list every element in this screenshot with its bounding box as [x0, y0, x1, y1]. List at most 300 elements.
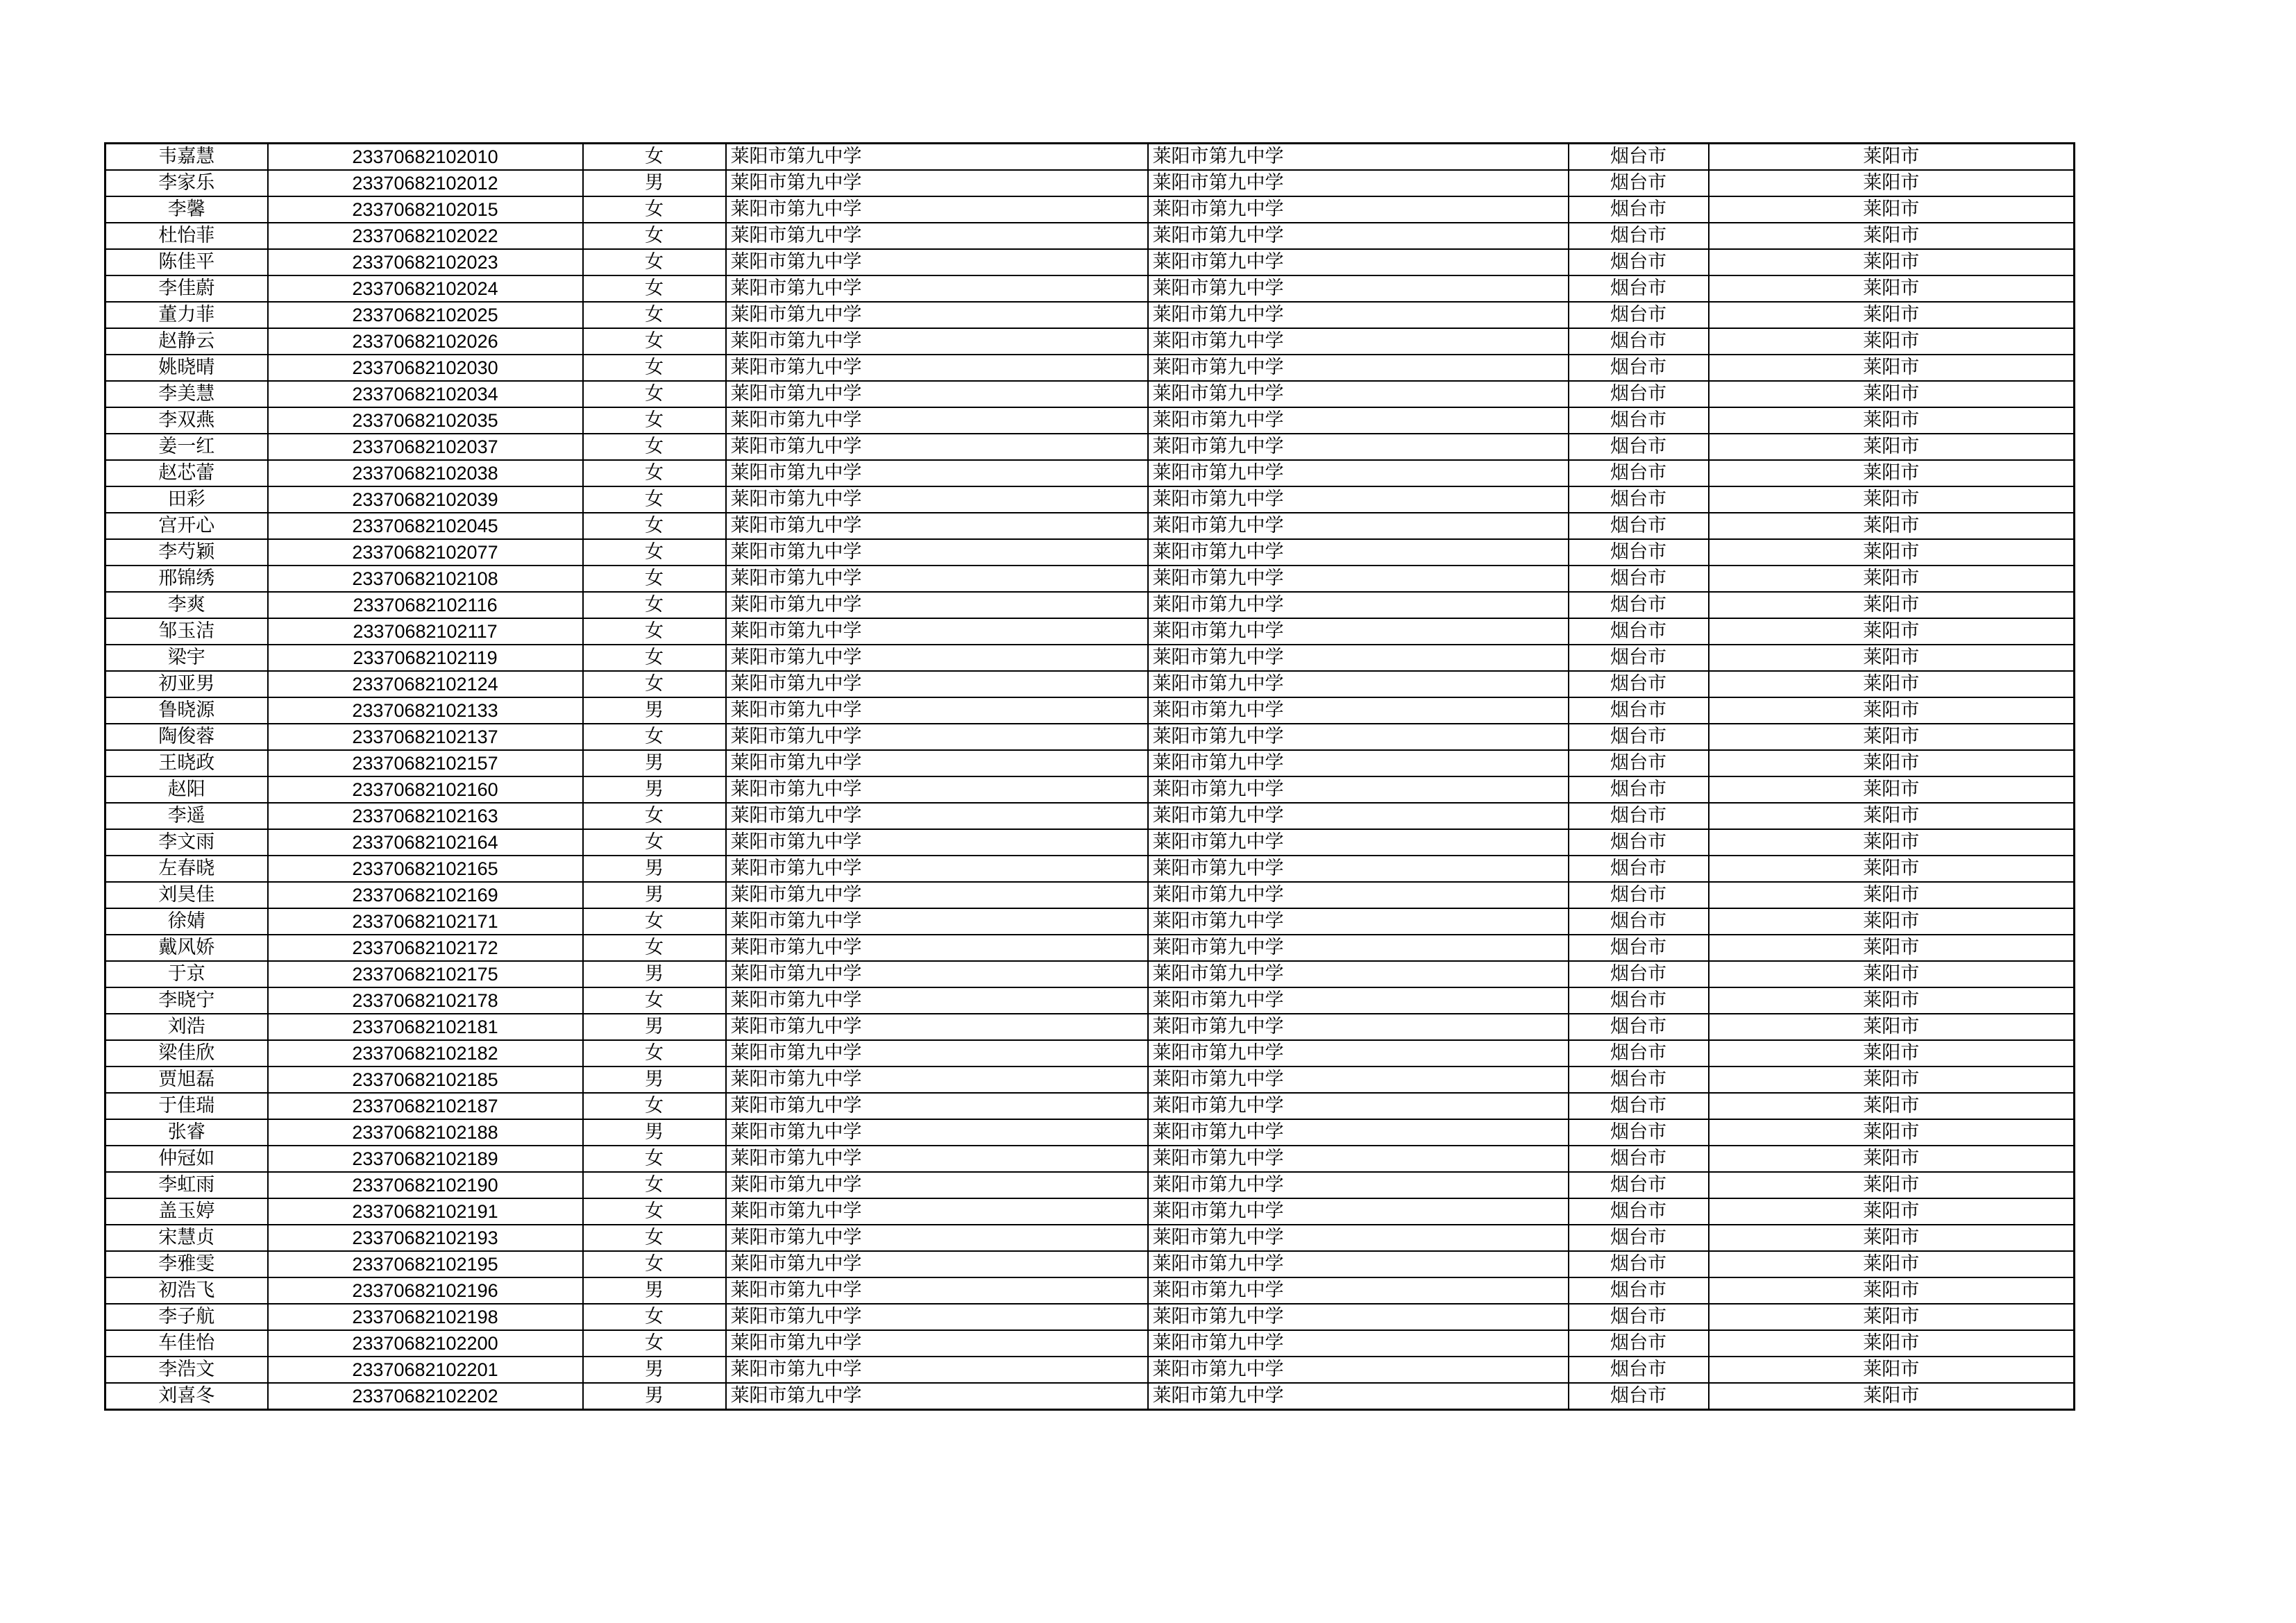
- student-name-cell: 李晓宁: [105, 987, 268, 1014]
- gender-cell: 女: [583, 935, 726, 961]
- roster-table: [104, 142, 2075, 1411]
- county-cell: 莱阳市: [1709, 381, 2075, 407]
- exam-site-cell: 莱阳市第九中学: [1148, 381, 1569, 407]
- county-cell: 莱阳市: [1709, 355, 2075, 381]
- gender-cell: 女: [583, 1146, 726, 1172]
- gender-cell: 女: [583, 671, 726, 697]
- gender-cell: 女: [583, 196, 726, 223]
- exam-site-cell: 莱阳市第九中学: [1148, 1119, 1569, 1146]
- gender-cell: 男: [583, 1357, 726, 1383]
- table-row: [105, 144, 2075, 171]
- county-cell: 莱阳市: [1709, 275, 2075, 302]
- exam-site-cell: 莱阳市第九中学: [1148, 1357, 1569, 1383]
- student-name-cell: 王晓政: [105, 750, 268, 776]
- county-cell: 莱阳市: [1709, 249, 2075, 275]
- exam-number-cell: 23370682102137: [268, 724, 583, 750]
- gender-cell: 男: [583, 1014, 726, 1040]
- gender-cell: 女: [583, 1330, 726, 1357]
- exam-number-cell: 23370682102195: [268, 1251, 583, 1277]
- table-row: [105, 223, 2075, 249]
- exam-number-cell: 23370682102196: [268, 1277, 583, 1304]
- gender-cell: 男: [583, 1067, 726, 1093]
- school-cell: 莱阳市第九中学: [726, 697, 1148, 724]
- table-row: [105, 829, 2075, 856]
- exam-site-cell: 莱阳市第九中学: [1148, 829, 1569, 856]
- school-cell: 莱阳市第九中学: [726, 618, 1148, 645]
- school-cell: 莱阳市第九中学: [726, 1251, 1148, 1277]
- school-cell: 莱阳市第九中学: [726, 355, 1148, 381]
- city-cell: 烟台市: [1569, 486, 1709, 513]
- student-name-cell: 宫开心: [105, 513, 268, 539]
- exam-site-cell: 莱阳市第九中学: [1148, 170, 1569, 196]
- exam-number-cell: 23370682102190: [268, 1172, 583, 1198]
- table-row: [105, 882, 2075, 908]
- exam-site-cell: 莱阳市第九中学: [1148, 987, 1569, 1014]
- city-cell: 烟台市: [1569, 302, 1709, 328]
- table-row: [105, 1172, 2075, 1198]
- student-name-cell: 邹玉洁: [105, 618, 268, 645]
- gender-cell: 女: [583, 355, 726, 381]
- gender-cell: 女: [583, 407, 726, 434]
- gender-cell: 女: [583, 434, 726, 460]
- gender-cell: 女: [583, 1251, 726, 1277]
- exam-number-cell: 23370682102200: [268, 1330, 583, 1357]
- city-cell: 烟台市: [1569, 987, 1709, 1014]
- exam-site-cell: 莱阳市第九中学: [1148, 750, 1569, 776]
- county-cell: 莱阳市: [1709, 935, 2075, 961]
- exam-number-cell: 23370682102038: [268, 460, 583, 486]
- student-name-cell: 李家乐: [105, 170, 268, 196]
- exam-number-cell: 23370682102045: [268, 513, 583, 539]
- school-cell: 莱阳市第九中学: [726, 829, 1148, 856]
- gender-cell: 女: [583, 1225, 726, 1251]
- gender-cell: 女: [583, 592, 726, 618]
- table-row: [105, 1198, 2075, 1225]
- gender-cell: 男: [583, 1383, 726, 1410]
- school-cell: 莱阳市第九中学: [726, 645, 1148, 671]
- exam-site-cell: 莱阳市第九中学: [1148, 407, 1569, 434]
- table-row: [105, 987, 2075, 1014]
- school-cell: 莱阳市第九中学: [726, 1119, 1148, 1146]
- school-cell: 莱阳市第九中学: [726, 1225, 1148, 1251]
- table-row: [105, 935, 2075, 961]
- gender-cell: 女: [583, 275, 726, 302]
- roster-table-body: [105, 144, 2075, 1410]
- gender-cell: 男: [583, 1277, 726, 1304]
- gender-cell: 男: [583, 856, 726, 882]
- gender-cell: 女: [583, 513, 726, 539]
- table-row: [105, 961, 2075, 987]
- table-row: [105, 1251, 2075, 1277]
- county-cell: 莱阳市: [1709, 697, 2075, 724]
- student-name-cell: 杜怡菲: [105, 223, 268, 249]
- table-row: [105, 1146, 2075, 1172]
- student-name-cell: 戴风娇: [105, 935, 268, 961]
- table-row: [105, 566, 2075, 592]
- gender-cell: 男: [583, 961, 726, 987]
- gender-cell: 女: [583, 1198, 726, 1225]
- table-row: [105, 1014, 2075, 1040]
- exam-number-cell: 23370682102175: [268, 961, 583, 987]
- exam-site-cell: 莱阳市第九中学: [1148, 328, 1569, 355]
- exam-number-cell: 23370682102035: [268, 407, 583, 434]
- table-row: [105, 1277, 2075, 1304]
- gender-cell: 女: [583, 539, 726, 566]
- exam-number-cell: 23370682102187: [268, 1093, 583, 1119]
- school-cell: 莱阳市第九中学: [726, 935, 1148, 961]
- school-cell: 莱阳市第九中学: [726, 724, 1148, 750]
- table-row: [105, 1040, 2075, 1067]
- student-name-cell: 李浩文: [105, 1357, 268, 1383]
- school-cell: 莱阳市第九中学: [726, 1014, 1148, 1040]
- gender-cell: 女: [583, 144, 726, 171]
- table-row: [105, 697, 2075, 724]
- student-name-cell: 李遥: [105, 803, 268, 829]
- table-row: [105, 592, 2075, 618]
- exam-number-cell: 23370682102010: [268, 144, 583, 171]
- county-cell: 莱阳市: [1709, 170, 2075, 196]
- city-cell: 烟台市: [1569, 908, 1709, 935]
- table-row: [105, 618, 2075, 645]
- exam-number-cell: 23370682102188: [268, 1119, 583, 1146]
- table-row: [105, 302, 2075, 328]
- school-cell: 莱阳市第九中学: [726, 1172, 1148, 1198]
- county-cell: 莱阳市: [1709, 803, 2075, 829]
- student-name-cell: 刘浩: [105, 1014, 268, 1040]
- school-cell: 莱阳市第九中学: [726, 381, 1148, 407]
- table-row: [105, 1383, 2075, 1410]
- student-name-cell: 韦嘉慧: [105, 144, 268, 171]
- county-cell: 莱阳市: [1709, 645, 2075, 671]
- school-cell: 莱阳市第九中学: [726, 407, 1148, 434]
- city-cell: 烟台市: [1569, 223, 1709, 249]
- county-cell: 莱阳市: [1709, 302, 2075, 328]
- student-name-cell: 陈佳平: [105, 249, 268, 275]
- exam-site-cell: 莱阳市第九中学: [1148, 1277, 1569, 1304]
- city-cell: 烟台市: [1569, 328, 1709, 355]
- exam-number-cell: 23370682102189: [268, 1146, 583, 1172]
- gender-cell: 女: [583, 460, 726, 486]
- exam-site-cell: 莱阳市第九中学: [1148, 196, 1569, 223]
- table-row: [105, 908, 2075, 935]
- county-cell: 莱阳市: [1709, 1330, 2075, 1357]
- exam-site-cell: 莱阳市第九中学: [1148, 1304, 1569, 1330]
- exam-site-cell: 莱阳市第九中学: [1148, 513, 1569, 539]
- gender-cell: 女: [583, 1304, 726, 1330]
- exam-number-cell: 23370682102157: [268, 750, 583, 776]
- exam-number-cell: 23370682102030: [268, 355, 583, 381]
- exam-number-cell: 23370682102039: [268, 486, 583, 513]
- county-cell: 莱阳市: [1709, 882, 2075, 908]
- school-cell: 莱阳市第九中学: [726, 144, 1148, 171]
- exam-number-cell: 23370682102163: [268, 803, 583, 829]
- school-cell: 莱阳市第九中学: [726, 671, 1148, 697]
- city-cell: 烟台市: [1569, 1330, 1709, 1357]
- city-cell: 烟台市: [1569, 1093, 1709, 1119]
- city-cell: 烟台市: [1569, 1014, 1709, 1040]
- table-row: [105, 355, 2075, 381]
- school-cell: 莱阳市第九中学: [726, 1067, 1148, 1093]
- student-name-cell: 刘昊佳: [105, 882, 268, 908]
- city-cell: 烟台市: [1569, 249, 1709, 275]
- exam-site-cell: 莱阳市第九中学: [1148, 1014, 1569, 1040]
- exam-site-cell: 莱阳市第九中学: [1148, 144, 1569, 171]
- county-cell: 莱阳市: [1709, 671, 2075, 697]
- table-row: [105, 249, 2075, 275]
- exam-number-cell: 23370682102012: [268, 170, 583, 196]
- gender-cell: 女: [583, 223, 726, 249]
- school-cell: 莱阳市第九中学: [726, 539, 1148, 566]
- student-name-cell: 李虹雨: [105, 1172, 268, 1198]
- city-cell: 烟台市: [1569, 566, 1709, 592]
- school-cell: 莱阳市第九中学: [726, 1198, 1148, 1225]
- exam-site-cell: 莱阳市第九中学: [1148, 1067, 1569, 1093]
- exam-number-cell: 23370682102169: [268, 882, 583, 908]
- city-cell: 烟台市: [1569, 381, 1709, 407]
- school-cell: 莱阳市第九中学: [726, 170, 1148, 196]
- student-name-cell: 车佳怡: [105, 1330, 268, 1357]
- exam-number-cell: 23370682102171: [268, 908, 583, 935]
- table-row: [105, 1357, 2075, 1383]
- city-cell: 烟台市: [1569, 144, 1709, 171]
- school-cell: 莱阳市第九中学: [726, 1040, 1148, 1067]
- city-cell: 烟台市: [1569, 170, 1709, 196]
- city-cell: 烟台市: [1569, 935, 1709, 961]
- table-row: [105, 724, 2075, 750]
- student-name-cell: 贾旭磊: [105, 1067, 268, 1093]
- county-cell: 莱阳市: [1709, 724, 2075, 750]
- table-row: [105, 645, 2075, 671]
- exam-number-cell: 23370682102117: [268, 618, 583, 645]
- county-cell: 莱阳市: [1709, 196, 2075, 223]
- exam-number-cell: 23370682102201: [268, 1357, 583, 1383]
- gender-cell: 女: [583, 1040, 726, 1067]
- gender-cell: 女: [583, 908, 726, 935]
- gender-cell: 女: [583, 328, 726, 355]
- county-cell: 莱阳市: [1709, 539, 2075, 566]
- student-name-cell: 董力菲: [105, 302, 268, 328]
- school-cell: 莱阳市第九中学: [726, 275, 1148, 302]
- school-cell: 莱阳市第九中学: [726, 434, 1148, 460]
- student-name-cell: 李爽: [105, 592, 268, 618]
- city-cell: 烟台市: [1569, 1146, 1709, 1172]
- student-name-cell: 梁佳欣: [105, 1040, 268, 1067]
- exam-site-cell: 莱阳市第九中学: [1148, 671, 1569, 697]
- exam-number-cell: 23370682102185: [268, 1067, 583, 1093]
- school-cell: 莱阳市第九中学: [726, 1304, 1148, 1330]
- exam-site-cell: 莱阳市第九中学: [1148, 724, 1569, 750]
- student-name-cell: 赵静云: [105, 328, 268, 355]
- city-cell: 烟台市: [1569, 1304, 1709, 1330]
- table-row: [105, 1304, 2075, 1330]
- gender-cell: 女: [583, 1172, 726, 1198]
- student-name-cell: 初浩飞: [105, 1277, 268, 1304]
- student-name-cell: 赵阳: [105, 776, 268, 803]
- exam-site-cell: 莱阳市第九中学: [1148, 1251, 1569, 1277]
- table-row: [105, 1225, 2075, 1251]
- exam-site-cell: 莱阳市第九中学: [1148, 935, 1569, 961]
- school-cell: 莱阳市第九中学: [726, 566, 1148, 592]
- city-cell: 烟台市: [1569, 724, 1709, 750]
- table-row: [105, 776, 2075, 803]
- county-cell: 莱阳市: [1709, 460, 2075, 486]
- gender-cell: 男: [583, 697, 726, 724]
- table-row: [105, 1330, 2075, 1357]
- city-cell: 烟台市: [1569, 645, 1709, 671]
- county-cell: 莱阳市: [1709, 1357, 2075, 1383]
- student-name-cell: 田彩: [105, 486, 268, 513]
- school-cell: 莱阳市第九中学: [726, 592, 1148, 618]
- county-cell: 莱阳市: [1709, 144, 2075, 171]
- city-cell: 烟台市: [1569, 750, 1709, 776]
- city-cell: 烟台市: [1569, 1172, 1709, 1198]
- county-cell: 莱阳市: [1709, 566, 2075, 592]
- exam-site-cell: 莱阳市第九中学: [1148, 249, 1569, 275]
- table-row: [105, 196, 2075, 223]
- student-name-cell: 于佳瑞: [105, 1093, 268, 1119]
- school-cell: 莱阳市第九中学: [726, 1093, 1148, 1119]
- exam-site-cell: 莱阳市第九中学: [1148, 592, 1569, 618]
- exam-number-cell: 23370682102116: [268, 592, 583, 618]
- gender-cell: 男: [583, 170, 726, 196]
- city-cell: 烟台市: [1569, 592, 1709, 618]
- school-cell: 莱阳市第九中学: [726, 1357, 1148, 1383]
- student-name-cell: 于京: [105, 961, 268, 987]
- exam-number-cell: 23370682102025: [268, 302, 583, 328]
- exam-site-cell: 莱阳市第九中学: [1148, 1225, 1569, 1251]
- school-cell: 莱阳市第九中学: [726, 1277, 1148, 1304]
- county-cell: 莱阳市: [1709, 1225, 2075, 1251]
- county-cell: 莱阳市: [1709, 1277, 2075, 1304]
- school-cell: 莱阳市第九中学: [726, 513, 1148, 539]
- city-cell: 烟台市: [1569, 513, 1709, 539]
- county-cell: 莱阳市: [1709, 407, 2075, 434]
- county-cell: 莱阳市: [1709, 1172, 2075, 1198]
- county-cell: 莱阳市: [1709, 513, 2075, 539]
- school-cell: 莱阳市第九中学: [726, 908, 1148, 935]
- exam-site-cell: 莱阳市第九中学: [1148, 434, 1569, 460]
- city-cell: 烟台市: [1569, 803, 1709, 829]
- school-cell: 莱阳市第九中学: [726, 856, 1148, 882]
- county-cell: 莱阳市: [1709, 1067, 2075, 1093]
- exam-number-cell: 23370682102037: [268, 434, 583, 460]
- exam-site-cell: 莱阳市第九中学: [1148, 460, 1569, 486]
- student-name-cell: 陶俊蓉: [105, 724, 268, 750]
- exam-site-cell: 莱阳市第九中学: [1148, 355, 1569, 381]
- county-cell: 莱阳市: [1709, 1198, 2075, 1225]
- county-cell: 莱阳市: [1709, 987, 2075, 1014]
- exam-number-cell: 23370682102164: [268, 829, 583, 856]
- exam-site-cell: 莱阳市第九中学: [1148, 776, 1569, 803]
- county-cell: 莱阳市: [1709, 961, 2075, 987]
- county-cell: 莱阳市: [1709, 592, 2075, 618]
- student-name-cell: 盖玉婷: [105, 1198, 268, 1225]
- table-row: [105, 671, 2075, 697]
- county-cell: 莱阳市: [1709, 1093, 2075, 1119]
- student-name-cell: 刘喜冬: [105, 1383, 268, 1410]
- student-name-cell: 徐婧: [105, 908, 268, 935]
- exam-number-cell: 23370682102181: [268, 1014, 583, 1040]
- exam-site-cell: 莱阳市第九中学: [1148, 856, 1569, 882]
- student-name-cell: 姜一红: [105, 434, 268, 460]
- county-cell: 莱阳市: [1709, 829, 2075, 856]
- school-cell: 莱阳市第九中学: [726, 1146, 1148, 1172]
- gender-cell: 男: [583, 882, 726, 908]
- exam-site-cell: 莱阳市第九中学: [1148, 539, 1569, 566]
- school-cell: 莱阳市第九中学: [726, 803, 1148, 829]
- gender-cell: 女: [583, 645, 726, 671]
- school-cell: 莱阳市第九中学: [726, 750, 1148, 776]
- exam-site-cell: 莱阳市第九中学: [1148, 908, 1569, 935]
- gender-cell: 男: [583, 1119, 726, 1146]
- school-cell: 莱阳市第九中学: [726, 1383, 1148, 1410]
- table-row: [105, 1093, 2075, 1119]
- table-row: [105, 750, 2075, 776]
- exam-site-cell: 莱阳市第九中学: [1148, 1040, 1569, 1067]
- school-cell: 莱阳市第九中学: [726, 961, 1148, 987]
- exam-site-cell: 莱阳市第九中学: [1148, 1172, 1569, 1198]
- exam-number-cell: 23370682102077: [268, 539, 583, 566]
- exam-site-cell: 莱阳市第九中学: [1148, 961, 1569, 987]
- student-name-cell: 李子航: [105, 1304, 268, 1330]
- exam-number-cell: 23370682102119: [268, 645, 583, 671]
- city-cell: 烟台市: [1569, 407, 1709, 434]
- school-cell: 莱阳市第九中学: [726, 328, 1148, 355]
- table-row: [105, 407, 2075, 434]
- city-cell: 烟台市: [1569, 1251, 1709, 1277]
- table-row: [105, 170, 2075, 196]
- table-row: [105, 486, 2075, 513]
- city-cell: 烟台市: [1569, 856, 1709, 882]
- city-cell: 烟台市: [1569, 539, 1709, 566]
- gender-cell: 女: [583, 486, 726, 513]
- exam-site-cell: 莱阳市第九中学: [1148, 803, 1569, 829]
- city-cell: 烟台市: [1569, 1357, 1709, 1383]
- student-name-cell: 姚晓晴: [105, 355, 268, 381]
- city-cell: 烟台市: [1569, 671, 1709, 697]
- county-cell: 莱阳市: [1709, 1383, 2075, 1410]
- city-cell: 烟台市: [1569, 961, 1709, 987]
- gender-cell: 女: [583, 249, 726, 275]
- county-cell: 莱阳市: [1709, 223, 2075, 249]
- exam-number-cell: 23370682102193: [268, 1225, 583, 1251]
- school-cell: 莱阳市第九中学: [726, 249, 1148, 275]
- student-name-cell: 邢锦绣: [105, 566, 268, 592]
- gender-cell: 女: [583, 803, 726, 829]
- exam-site-cell: 莱阳市第九中学: [1148, 1093, 1569, 1119]
- exam-number-cell: 23370682102034: [268, 381, 583, 407]
- student-name-cell: 李芍颖: [105, 539, 268, 566]
- school-cell: 莱阳市第九中学: [726, 223, 1148, 249]
- student-name-cell: 李雅雯: [105, 1251, 268, 1277]
- exam-site-cell: 莱阳市第九中学: [1148, 486, 1569, 513]
- gender-cell: 女: [583, 829, 726, 856]
- table-row: [105, 539, 2075, 566]
- school-cell: 莱阳市第九中学: [726, 776, 1148, 803]
- student-name-cell: 李美慧: [105, 381, 268, 407]
- exam-site-cell: 莱阳市第九中学: [1148, 697, 1569, 724]
- exam-number-cell: 23370682102108: [268, 566, 583, 592]
- student-name-cell: 左春晓: [105, 856, 268, 882]
- county-cell: 莱阳市: [1709, 1014, 2075, 1040]
- school-cell: 莱阳市第九中学: [726, 196, 1148, 223]
- exam-site-cell: 莱阳市第九中学: [1148, 302, 1569, 328]
- school-cell: 莱阳市第九中学: [726, 460, 1148, 486]
- gender-cell: 女: [583, 1093, 726, 1119]
- city-cell: 烟台市: [1569, 1040, 1709, 1067]
- student-name-cell: 张睿: [105, 1119, 268, 1146]
- student-name-cell: 鲁晓源: [105, 697, 268, 724]
